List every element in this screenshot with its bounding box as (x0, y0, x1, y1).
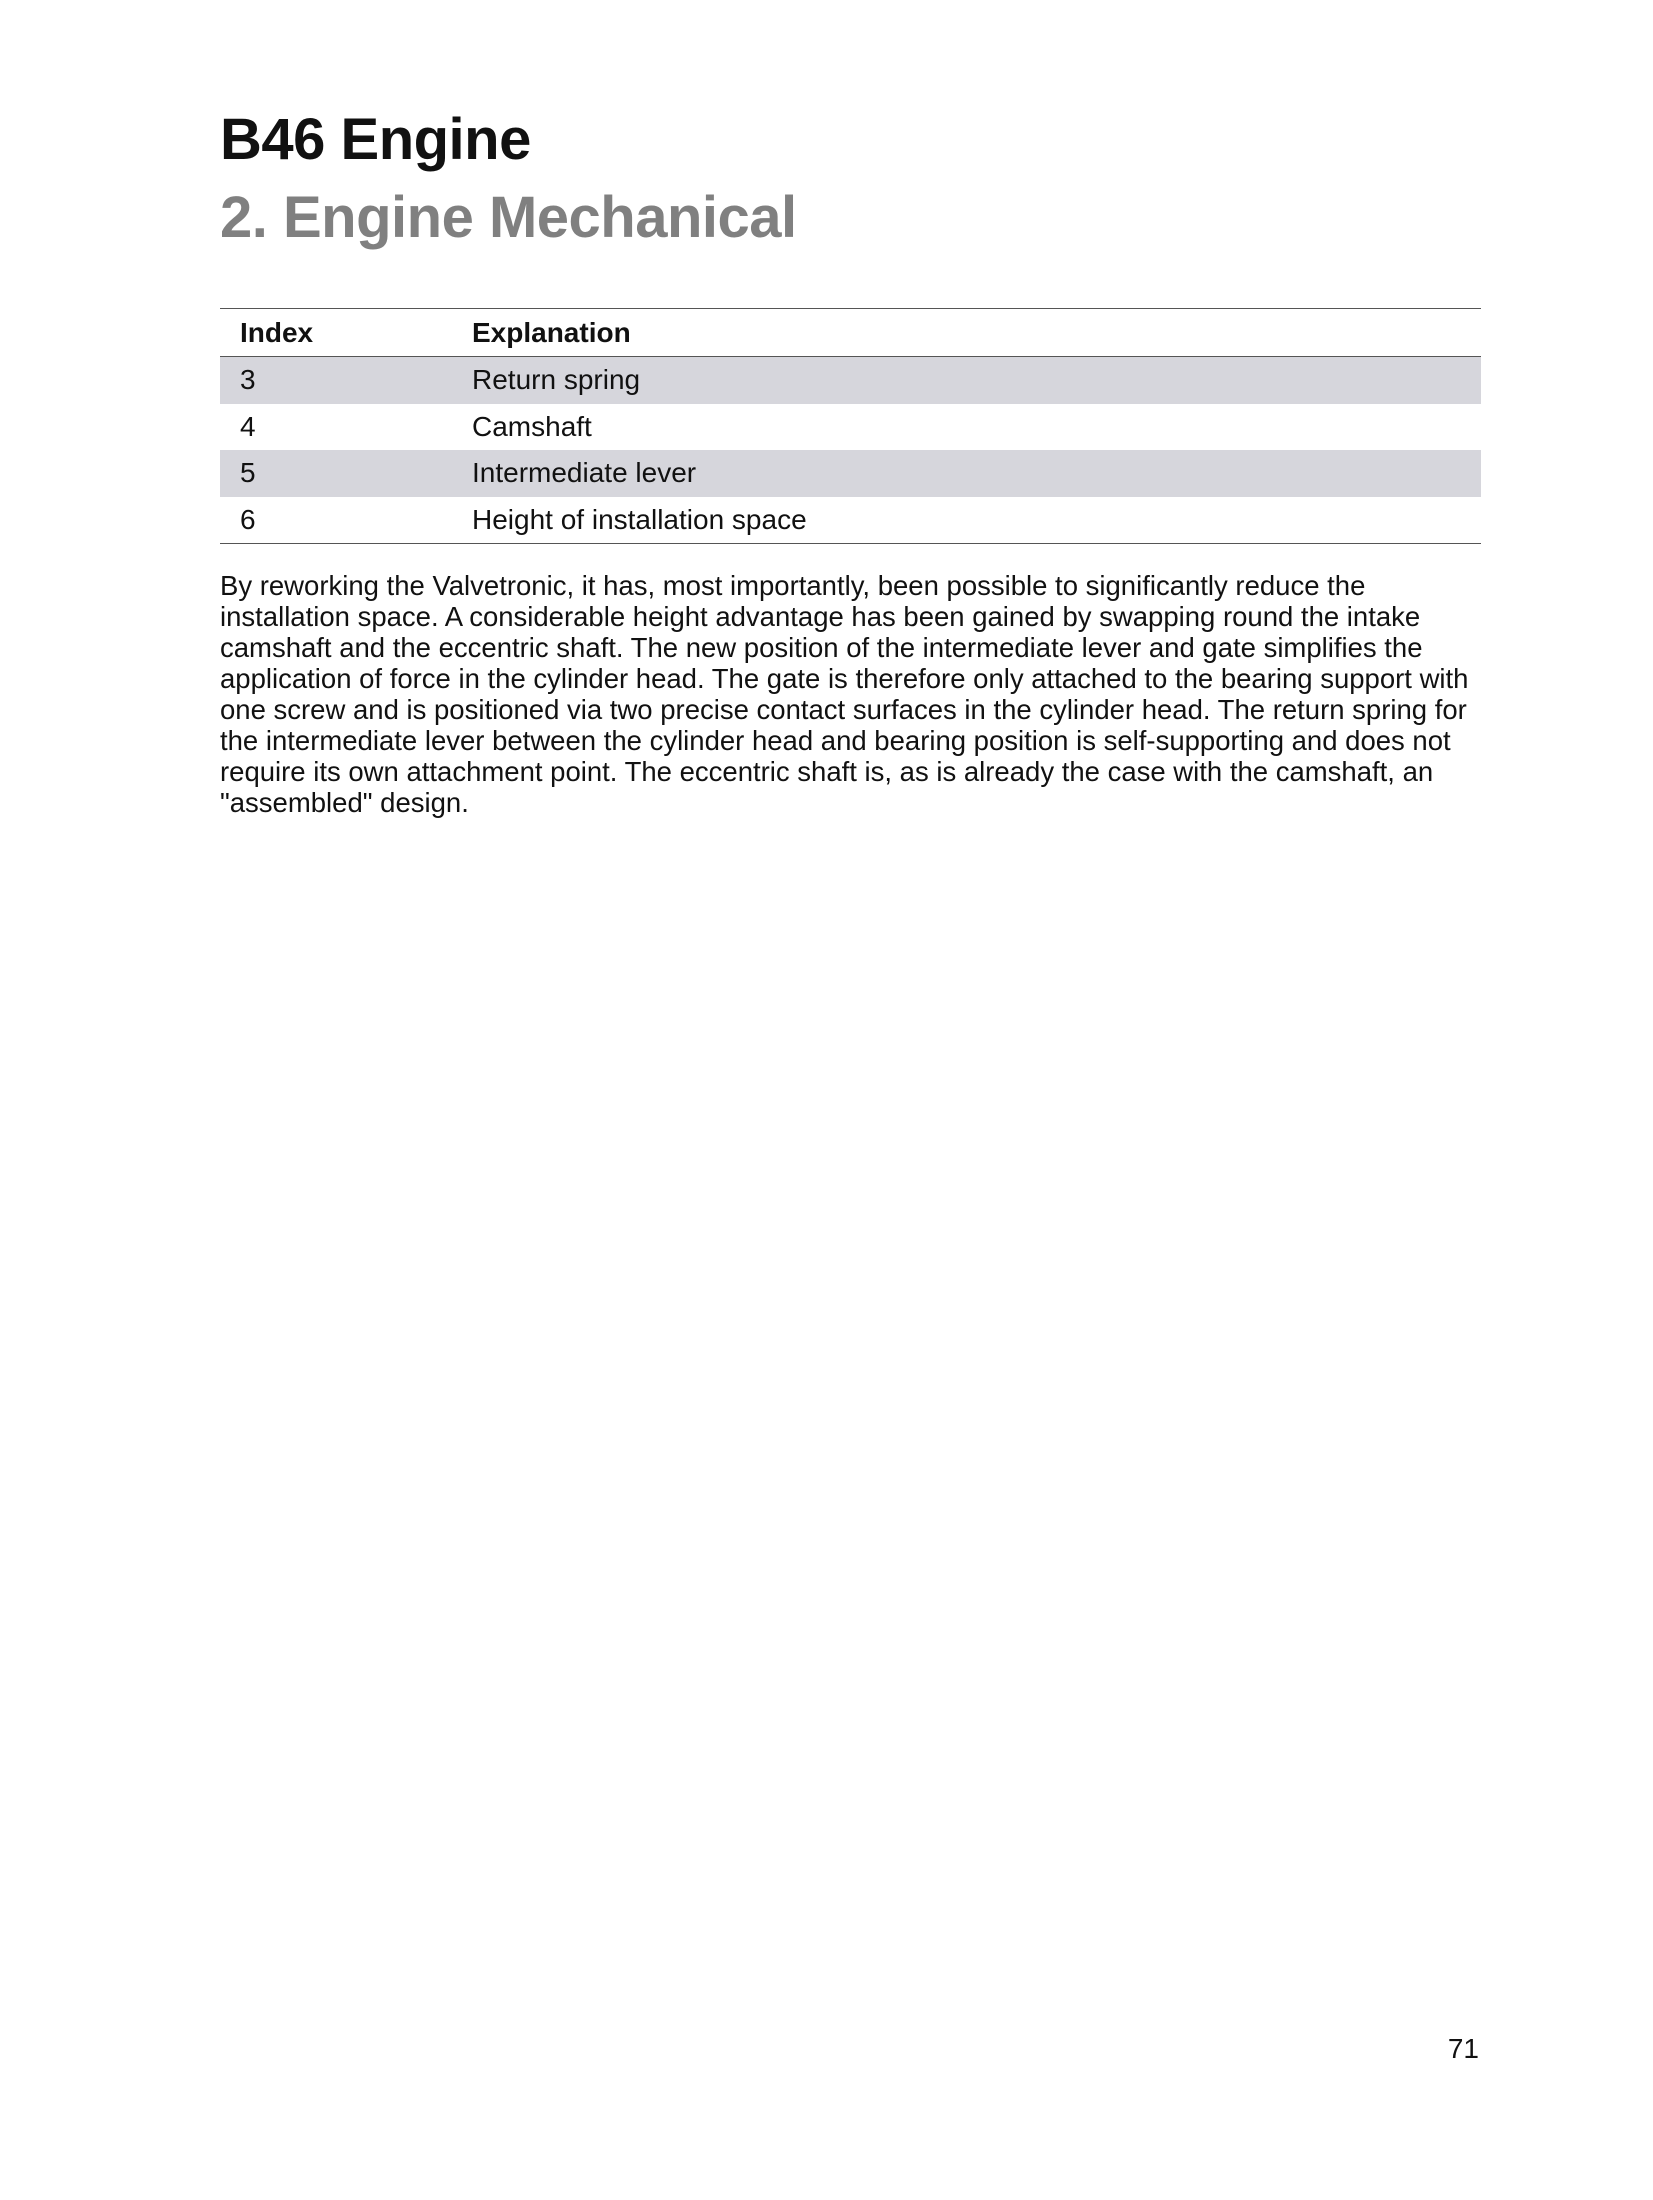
row-index: 5 (240, 457, 256, 489)
row-explanation: Camshaft (472, 410, 592, 442)
row-explanation: Height of installation space (472, 503, 807, 535)
page-number: 71 (1447, 2033, 1479, 2064)
table-row (220, 404, 1481, 451)
table-row (220, 450, 1481, 497)
body-paragraph: By reworking the Valvetronic, it has, most importantly, been possible to significantly reduce the installation space. A considerable height advantage has been gained by swapping round the intake camshaft and the eccentric shaft. The new position of the intermediate lever and gate simplifies the application of force in the cylinder head. The gate is therefore only attached to the bearing support with one screw and is positioned via two precise contact surfaces in the cylinder head. The return spring for the intermediate lever between the cylinder head and bearing position is self-supporting and does not require its own attachment point. The eccentric shaft is, as is already the case with the camshaft, an "assembled" design. (220, 570, 1469, 818)
row-index: 3 (240, 364, 256, 396)
table-row (220, 497, 1481, 544)
page-title: B46 Engine (220, 107, 531, 172)
table-row (220, 357, 1481, 404)
index-table (220, 308, 1481, 544)
row-explanation: Return spring (472, 364, 641, 396)
row-explanation: Intermediate lever (472, 457, 697, 489)
table-header (220, 309, 1481, 357)
section-title: 2. Engine Mechanical (220, 185, 797, 250)
header-index: Index (240, 316, 314, 348)
row-index: 6 (240, 503, 256, 535)
row-index: 4 (240, 410, 256, 442)
header-explanation: Explanation (472, 316, 631, 348)
